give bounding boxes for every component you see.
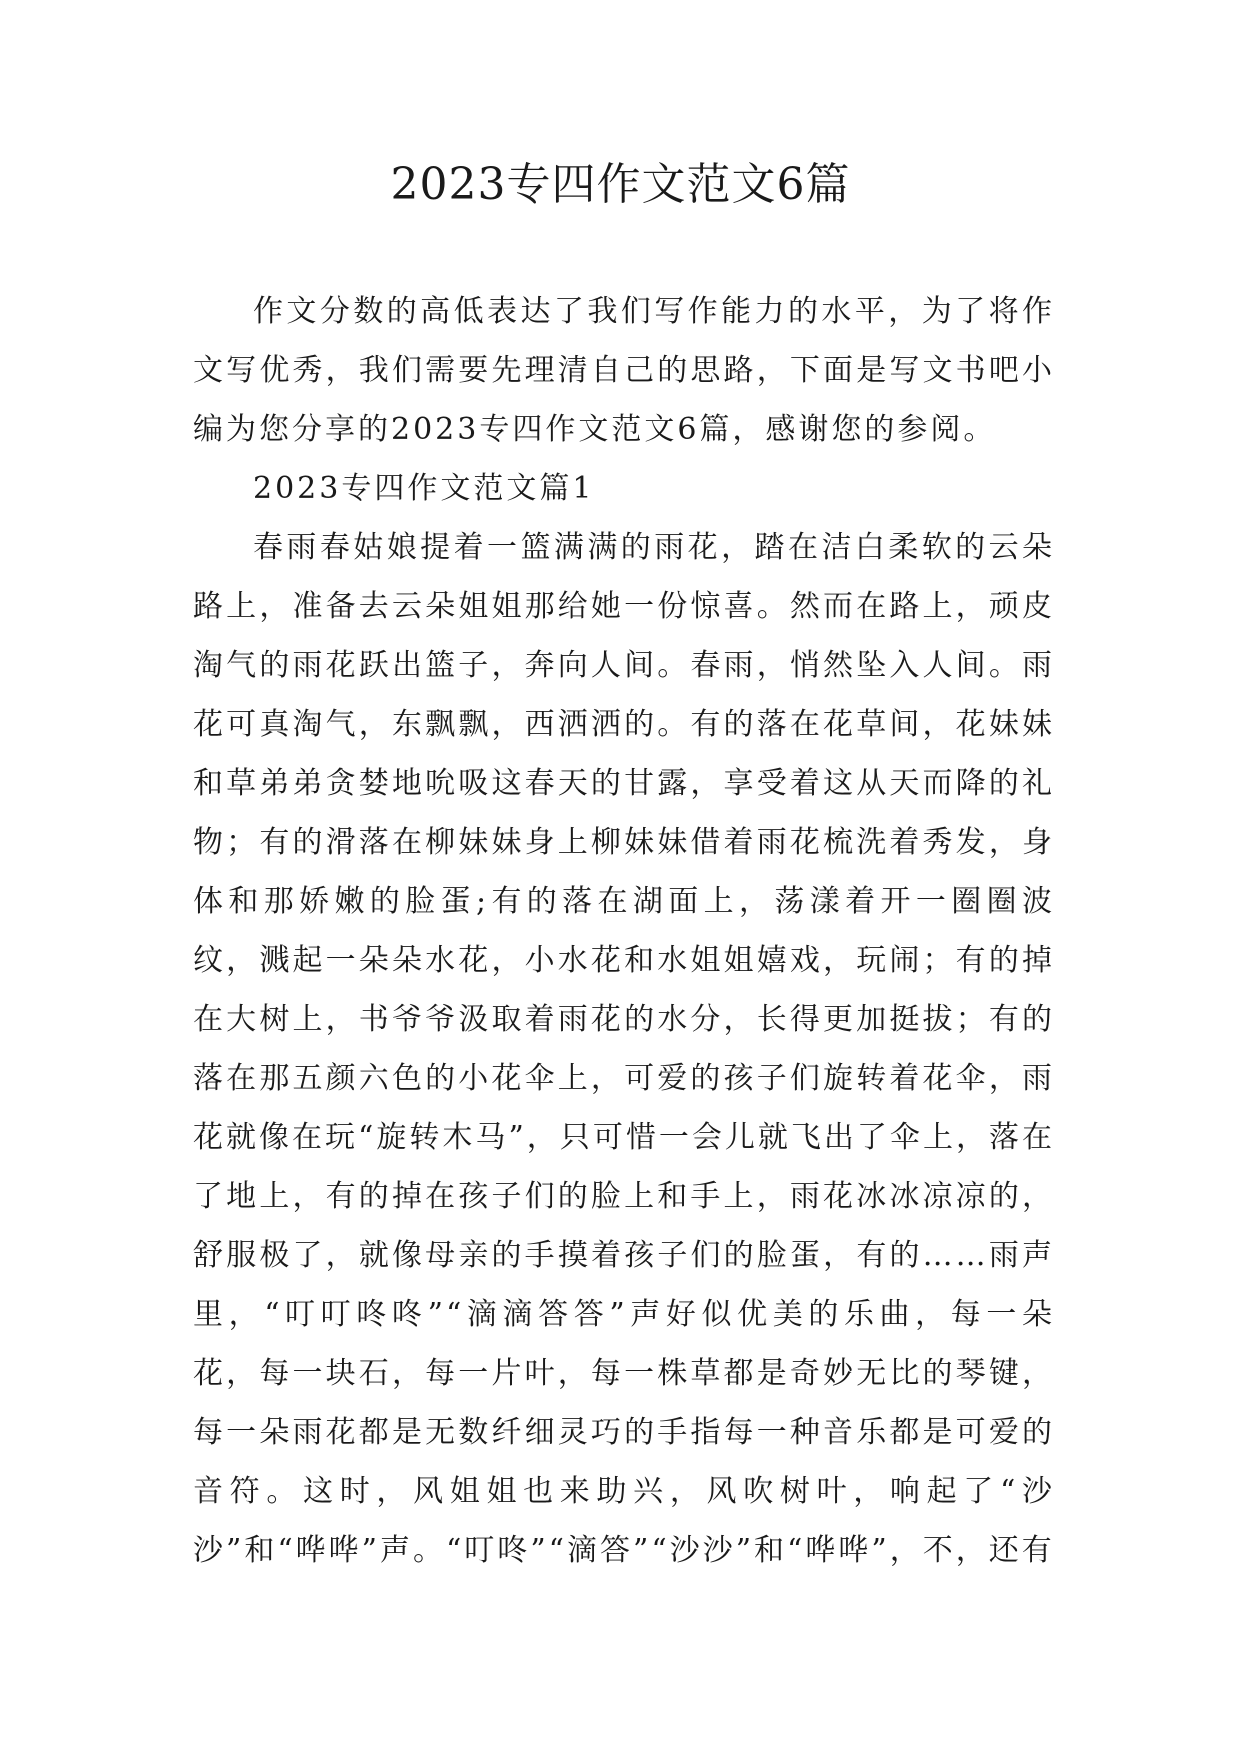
document-body [193, 282, 1055, 1580]
intro-paragraph: 作文分数的高低表达了我们写作能力的水平，为了将作文写优秀，我们需要先理清自己的思路，下面是写文书吧小编为您分享的2023专四作文范文6篇，感谢您的参阅。 [193, 294, 1055, 447]
section-heading: 2023专四作文范文篇1 [253, 471, 595, 506]
body-paragraph: 春雨春姑娘提着一篮满满的雨花，踏在洁白柔软的云朵路上，准备去云朵姐姐那给她一份惊喜。然而在路上，顽皮淘气的雨花跃出篮子，奔向人间。春雨，悄然坠入人间。雨花可真淘气，东飘飘，西洒洒的。有的落在花草间，花妹妹和草弟弟贪婪地吮吸这春天的甘露，享受着这从天而降的礼物；有的滑落在柳妹妹身上柳妹妹借着雨花梳洗着秀发，身体和那娇嫩的脸蛋;有的落在湖面上，荡漾着开一圈圈波纹，溅起一朵朵水花，小水花和水姐姐嬉戏，玩闹；有的掉在大树上，书爷爷汲取着雨花的水分，长得更加挺拔；有的落在那五颜六色的小花伞上，可爱的孩子们旋转着花伞，雨花就像在玩“旋转木马”，只可惜一会儿就飞出了伞上，落在了地上，有的掉在孩子们的脸上和手上，雨花冰冰凉凉的，舒服极了，就像母亲的手摸着孩子们的脸蛋，有的……雨声里，“叮叮咚咚”“滴滴答答”声好似优美的乐曲，每一朵花，每一块石，每一片叶，每一株草都是奇妙无比的琴键，每一朵雨花都是无数纤细灵巧的手指每一种音乐都是可爱的音符。这时，风姐姐也来助兴，风吹树叶，响起了“沙沙”和“哗哗”声。“叮咚”“滴答”“沙沙”和“哗哗”，不，还有 [193, 530, 1055, 1568]
document-title: 2023专四作文范文6篇 [390, 159, 851, 210]
